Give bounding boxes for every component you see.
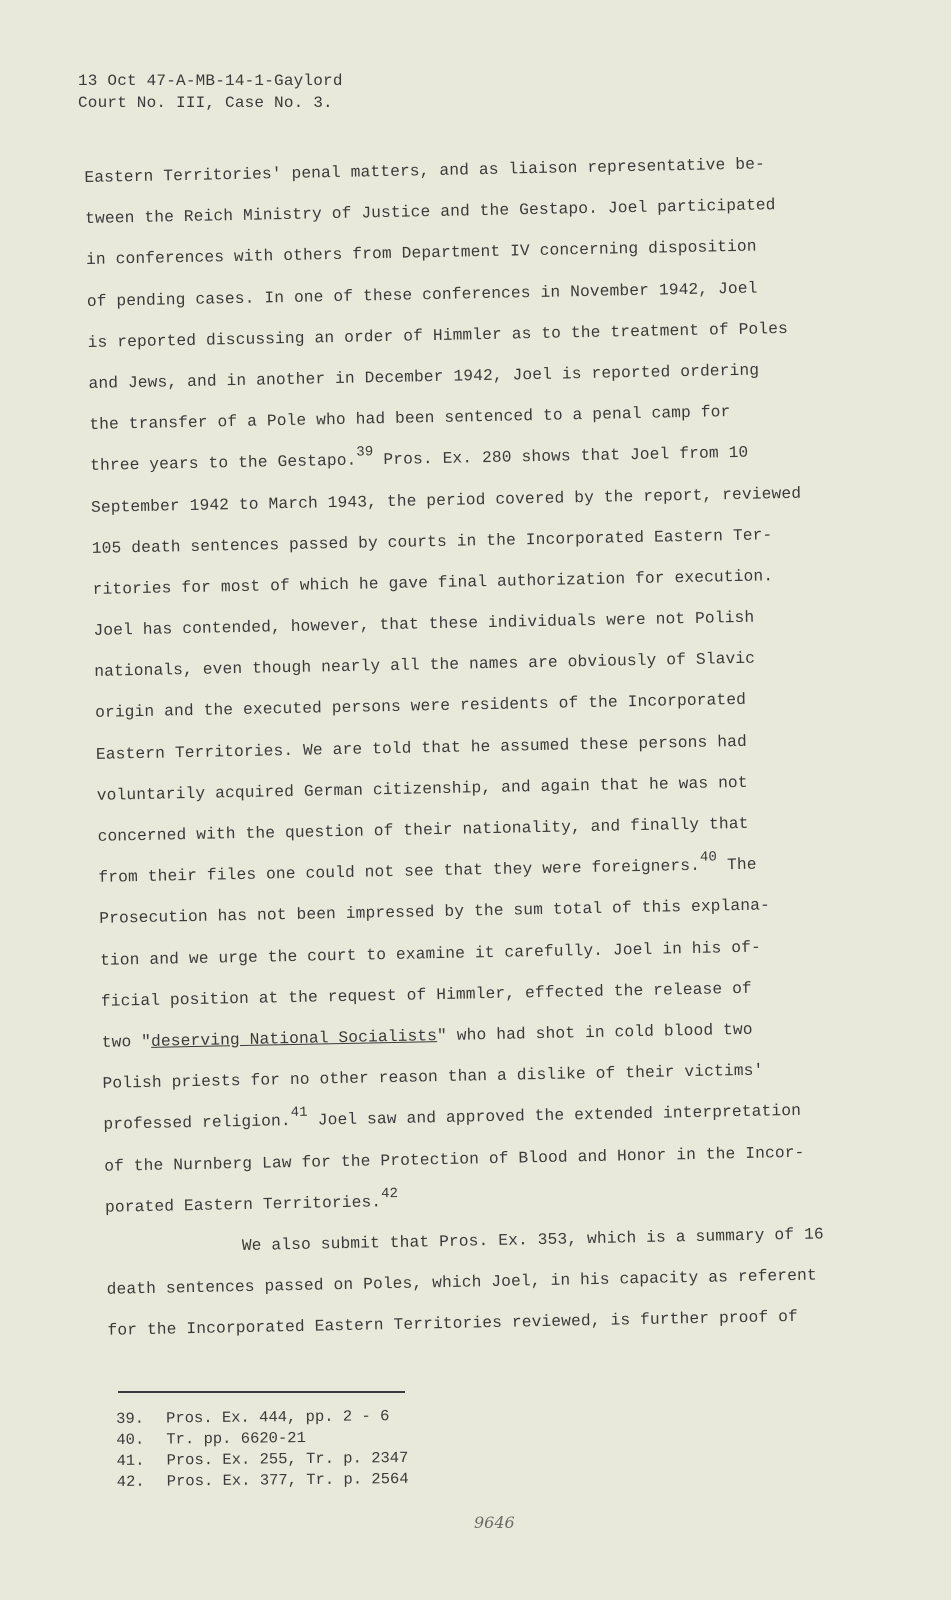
footnote-divider: [118, 1391, 405, 1393]
body-text: [84, 143, 868, 1352]
body-line: We also submit that Pros. Ex. 353, which is a summary of 16: [241, 1225, 824, 1255]
body-text-segment: three years to the Gestapo.: [90, 451, 357, 476]
footnote-item: [117, 1469, 409, 1493]
body-text-segment: Pros. Ex. 280 shows that Joel from 10: [373, 444, 749, 470]
body-text-segment: from their files one could not see that they were foreigners.: [98, 856, 701, 888]
body-line: ficial position at the request of Himmler, effected the release of: [100, 979, 753, 1011]
body-text-segment: two ": [101, 1032, 152, 1052]
footnote-ref: 39: [356, 444, 374, 461]
footnote-text: Pros. Ex. 377, Tr. p. 2564: [166, 1469, 409, 1491]
body-line: nationals, even though nearly all the names are obviously of Slavic: [94, 649, 756, 682]
footnote-text: Tr. pp. 6620-21: [166, 1429, 306, 1449]
header-reference: 13 Oct 47-A-MB-14-1-Gaylord: [78, 72, 343, 90]
body-line: for the Incorporated Eastern Territories reviewed, is further proof of: [107, 1308, 799, 1341]
body-line: voluntarily acquired German citizenship, and again that he was not: [96, 773, 748, 805]
body-line: origin and the executed persons were residents of the Incorporated: [94, 691, 747, 723]
body-line: tion and we urge the court to examine it carefully. Joel in his of-: [99, 938, 762, 970]
footnote-item: [116, 1406, 408, 1430]
body-line: of pending cases. In one of these conferences in November 1942, Joel: [86, 279, 758, 311]
document-header: [78, 70, 343, 114]
footnotes: [116, 1406, 409, 1493]
body-text-segment: professed religion.: [103, 1112, 291, 1135]
body-text-segment: Joel saw and approved the extended interpretation: [307, 1102, 802, 1131]
footnote-number: 40.: [116, 1430, 145, 1449]
footnote-ref: 42: [380, 1185, 399, 1202]
body-line: Eastern Territories. We are told that he assumed these persons had: [95, 732, 748, 764]
body-line: of the Nurnberg Law for the Protection of Blood and Honor in the Incor-: [104, 1143, 805, 1176]
body-line: Eastern Territories' penal matters, and as liaison representative be-: [84, 155, 766, 187]
footnote-ref: 40: [699, 849, 718, 866]
body-text-segment: " who had shot in cold blood two: [436, 1020, 753, 1046]
footnote-text: Pros. Ex. 444, pp. 2 - 6: [166, 1407, 390, 1428]
footnote-text: Pros. Ex. 255, Tr. p. 2347: [166, 1448, 409, 1470]
body-line: 105 death sentences passed by courts in the Incorporated Eastern Ter-: [91, 525, 773, 558]
body-line: death sentences passed on Poles, which Joel, in his capacity as referent: [106, 1266, 817, 1299]
body-line: Prosecution has not been impressed by the sum total of this explana-: [99, 896, 771, 929]
body-line: and Jews, and in another in December 1942, Joel is reported ordering: [88, 361, 760, 393]
footnote-number: 39.: [116, 1409, 145, 1428]
footnote-item: [116, 1427, 408, 1451]
footnote-item: [116, 1448, 408, 1472]
footnote-number: 41.: [116, 1451, 145, 1470]
body-line: the transfer of a Pole who had been sentenced to a penal camp for: [89, 403, 731, 435]
body-line: concerned with the question of their nationality, and finally that: [97, 814, 749, 846]
body-line: ritories for most of which he gave final authorization for execution.: [92, 567, 774, 599]
body-line: tween the Reich Ministry of Justice and the Gestapo. Joel participated: [85, 196, 776, 229]
footnote-number: 42.: [116, 1472, 145, 1491]
footnote-ref: 41: [290, 1105, 308, 1122]
body-line: Polish priests for no other reason than a dislike of their victims': [102, 1061, 764, 1093]
body-line: is reported discussing an order of Himmler as to the treatment of Poles: [87, 319, 789, 352]
body-text-segment: The: [716, 855, 757, 875]
underlined-quote: deserving National Socialists: [150, 1027, 438, 1051]
body-line: September 1942 to March 1943, the period covered by the report, reviewed: [90, 484, 802, 517]
body-text-segment: porated Eastern Territories.: [104, 1192, 382, 1217]
header-court-case: Court No. III, Case No. 3.: [78, 94, 333, 112]
body-line: in conferences with others from Department IV concerning disposition: [85, 237, 757, 270]
body-line: Joel has contended, however, that these individuals were not Polish: [93, 608, 755, 640]
page-number: 9646: [474, 1513, 515, 1532]
